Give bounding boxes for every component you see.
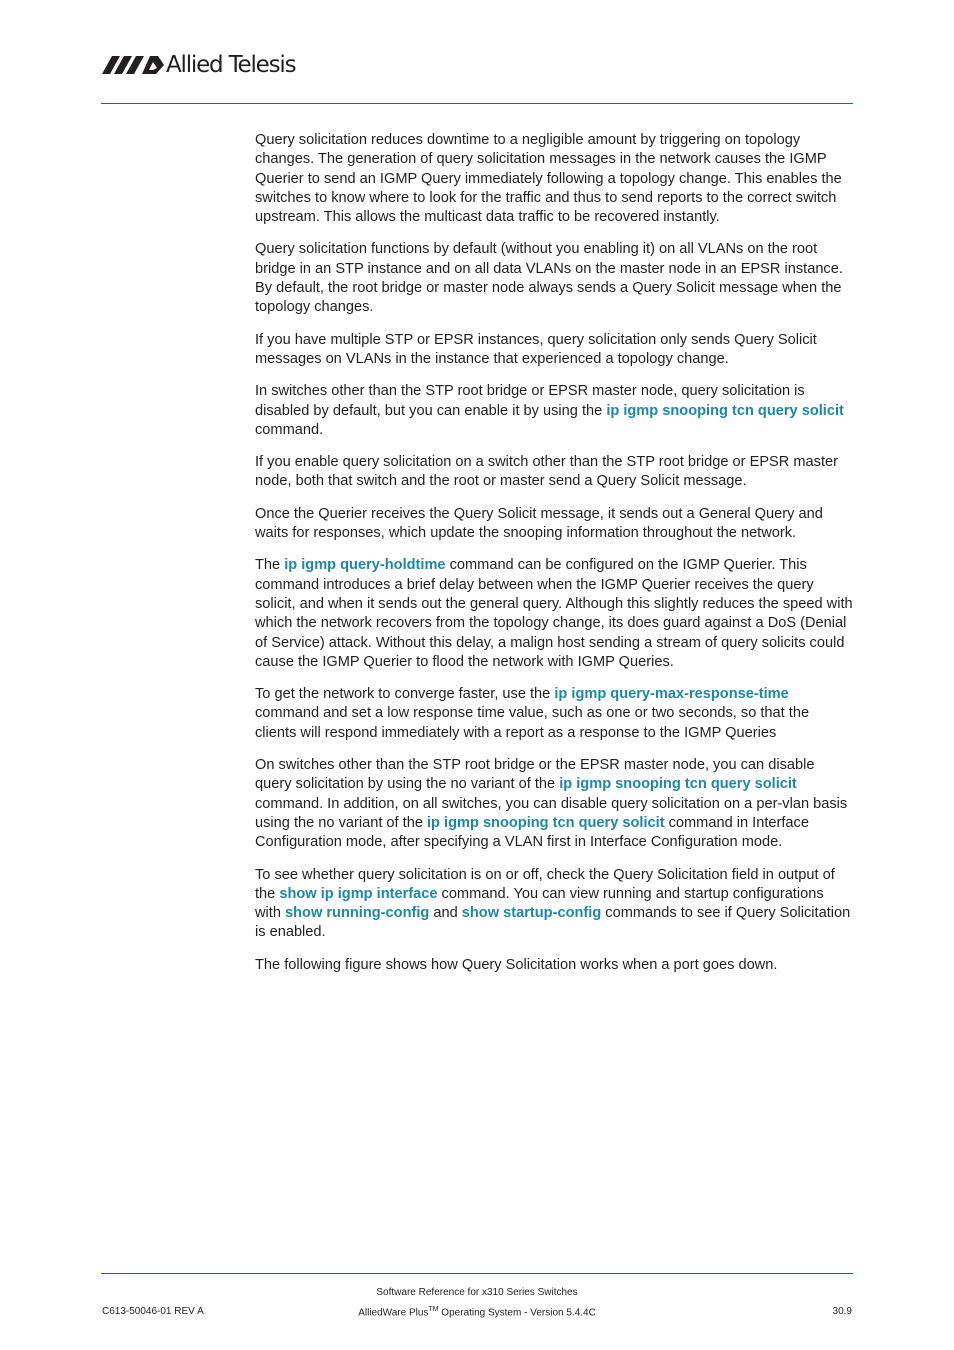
footer-os-version bbox=[300, 1306, 654, 1318]
paragraph-text: The bbox=[255, 557, 285, 574]
body-paragraph bbox=[255, 866, 853, 943]
paragraph-text: command. In addition, on all switches, you can disable query solicitation on a per-vlan basis using the no variant of the bbox=[255, 795, 848, 831]
command-link[interactable]: ip igmp query-max-response-time bbox=[554, 686, 789, 703]
footer-document-title: Software Reference for x310 Series Switches bbox=[376, 1287, 578, 1298]
paragraph-text: Query solicitation reduces downtime to a negligible amount by triggering on topology changes. The generation of query solicitation messages in the network causes the IGMP Querier to send an IGMP Query immediately following a topology change. This enables the switches to know where to look for the traffic and thus to send reports to the correct switch upstream. This allows the multicast data traffic to be recovered instantly. bbox=[255, 132, 842, 226]
allied-telesis-logo-icon bbox=[102, 54, 164, 76]
command-link[interactable]: show ip igmp interface bbox=[279, 885, 438, 902]
command-link[interactable]: show startup-config bbox=[461, 905, 602, 922]
body-paragraph bbox=[255, 685, 853, 743]
paragraph-text: The following figure shows how Query Solicitation works when a port goes down. bbox=[255, 956, 778, 973]
body-paragraph bbox=[255, 756, 853, 852]
paragraph-text: To see whether query solicitation is on or off, check the Query Solicitation field in output of the bbox=[255, 866, 835, 902]
paragraph-text: Query solicitation functions by default (without you enabling it) on all VLANs on the root bridge in an STP instance and on all data VLANs on the master node in an EPSR instance. By default, the root bridge or master node always sends a Query Solicit message when the topology changes. bbox=[255, 241, 843, 316]
main-content bbox=[255, 131, 853, 988]
command-link[interactable]: ip igmp snooping tcn query solicit bbox=[427, 814, 665, 831]
paragraph-text: command. bbox=[255, 421, 324, 438]
footer-divider bbox=[101, 1273, 853, 1274]
paragraph-text: Once the Querier receives the Query Solicit message, it sends out a General Query and waits for responses, which update the snooping information throughout the network. bbox=[255, 505, 823, 542]
command-link[interactable]: ip igmp snooping tcn query solicit bbox=[606, 402, 844, 419]
paragraph-text: command in Interface Configuration mode, after specifying a VLAN first in Interface Configuration mode. bbox=[255, 814, 809, 851]
paragraph-text: If you have multiple STP or EPSR instances, query solicitation only sends Query Solicit messages on VLANs in the instance that experienced a topology change. bbox=[255, 331, 817, 367]
footer-document-id: C613-50046-01 REV A bbox=[102, 1306, 204, 1317]
footer-os-prefix: AlliedWare Plus bbox=[358, 1307, 429, 1319]
body-paragraph bbox=[255, 240, 853, 317]
body-paragraph bbox=[255, 556, 853, 672]
footer-trademark: TM bbox=[428, 1306, 439, 1313]
body-paragraph bbox=[255, 453, 853, 492]
paragraph-text: To get the network to converge faster, use the bbox=[255, 686, 555, 703]
command-link[interactable]: show running-config bbox=[285, 905, 430, 922]
body-paragraph bbox=[255, 382, 853, 440]
body-paragraph bbox=[255, 131, 853, 227]
paragraph-text: In switches other than the STP root bridge or EPSR master node, query solicitation is disabled by default, but you can enable it by using the bbox=[255, 383, 805, 419]
body-paragraph bbox=[255, 505, 853, 544]
paragraph-text: and bbox=[429, 905, 462, 922]
paragraph-text: On switches other than the STP root bridge or the EPSR master node, you can disable query solicitation by using the no variant of the bbox=[255, 757, 815, 793]
paragraph-text: command can be configured on the IGMP Querier. This command introduces a brief delay between when the IGMP Querier receives the query solicit, and when it sends out the general query. Although this slightly reduces the speed with which the network recovers from the topology change, its does guard against a DoS (Denial of Service) attack. Without this delay, a malign host sending a stream of query solicits could cause the IGMP Querier to flood the network with IGMP Queries. bbox=[255, 557, 853, 670]
body-paragraph bbox=[255, 956, 853, 975]
command-link[interactable]: ip igmp snooping tcn query solicit bbox=[559, 776, 797, 793]
footer-page-number: 30.9 bbox=[832, 1306, 852, 1317]
company-logo bbox=[102, 52, 295, 78]
paragraph-text: If you enable query solicitation on a switch other than the STP root bridge or EPSR master node, both that switch and the root or master send a Query Solicit message. bbox=[255, 454, 838, 490]
paragraph-text: commands to see if Query Solicitation is enabled. bbox=[255, 905, 851, 941]
header-divider bbox=[101, 103, 853, 104]
body-paragraph bbox=[255, 331, 853, 370]
command-link[interactable]: ip igmp query-holdtime bbox=[284, 557, 446, 574]
paragraph-text: command and set a low response time value, such as one or two seconds, so that the clients will respond immediately with a report as a response to the IGMP Queries bbox=[255, 705, 810, 741]
paragraph-text: command. You can view running and startup configurations with bbox=[255, 885, 824, 922]
brand-name: Allied Telesis bbox=[166, 51, 296, 78]
footer-os-suffix: Operating System - Version 5.4.4C bbox=[438, 1307, 596, 1319]
